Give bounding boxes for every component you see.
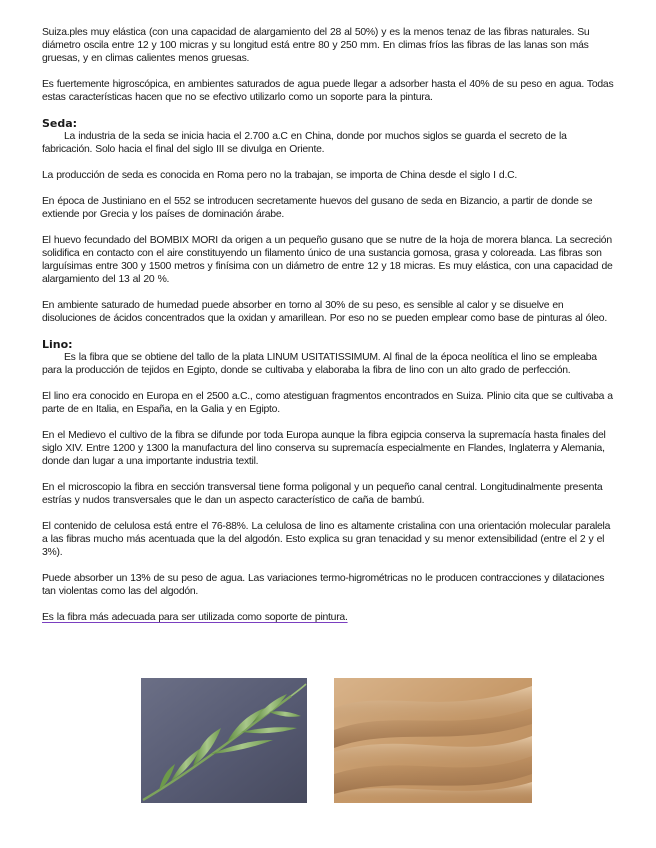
document-page [42,26,617,637]
linen-heading: Lino: [42,338,73,351]
linen-paragraph-1: Es la fibra que se obtiene del tallo de la plata LINUM USITATISSIMUM. Al final de la época neolítica el lino se empleaba para la producción de tejidos en Egipto, donde se cultivaba y elaboraba la fibra de lino con un alto grado de perfección. [42,352,597,376]
linen-conclusion [42,611,617,624]
linen-closing-link[interactable]: Es la fibra más adecuada para ser utilizada como soporte de pintura. [42,612,348,623]
silk-paragraph-1: La industria de la seda se inicia hacia el 2.700 a.C en China, donde por muchos siglos se guarda el secreto de la fabricación. Solo hacia el final del siglo III se divulga en Oriente. [42,131,567,155]
linen-paragraph-6: Puede absorber un 13% de su peso de agua. Las variaciones termo-higrométricas no le producen contracciones y dilataciones tan violentas como las del algodón. [42,573,605,597]
silk-paragraph-5: En ambiente saturado de humedad puede absorber en torno al 30% de su peso, es sensible al calor y se disuelve en disoluciones de ácidos concentrados que la oxidan y amarillean. Por eso no se pueden emplear como base de pinturas al óleo. [42,300,607,324]
wool-paragraph-1: Suiza.ples muy elástica (con una capacidad de alargamiento del 28 al 50%) y es la menos tenaz de las fibras naturales. Su diámetro oscila entre 12 y 100 micras y su longitud está entre 80 y 250 mm. En climas fríos las fibras de las lanas son más gruesas, y en climas calientes menos gruesas. [42,27,590,64]
flax-plant-photo [141,678,307,803]
linen-paragraph-4: En el microscopio la fibra en sección transversal tiene forma poligonal y un pequeño canal central. Longitudinalmente presenta estrías y nudos transversales que le dan un aspecto característico de caña de bambú. [42,482,603,506]
silk-fabric-image [334,678,532,803]
linen-paragraph-2: El lino era conocido en Europa en el 2500 a.C., como atestiguan fragmentos encontrados en Suiza. Plinio cita que se cultivaba a parte de en Italia, en España, en la Galia y en Egipto. [42,391,613,415]
wool-paragraph-2: Es fuertemente higroscópica, en ambientes saturados de agua puede llegar a adsorber hasta el 40% de su peso en agua. Todas estas características hacen que no se efectivo utilizarlo como un soporte para la pintura. [42,79,614,103]
silk-paragraph-3: En época de Justiniano en el 552 se introducen secretamente huevos del gusano de seda en Bizancio, a partir de donde se extiende por Grecia y los países de dominación árabe. [42,196,593,220]
linen-paragraph-3: En el Medievo el cultivo de la fibra se difunde por toda Europa aunque la fibra egipcia conserva la supremacía hasta finales del siglo XIV. Entre 1200 y 1300 la manufactura del lino conserva su supremacía especialmente en Flandes, Inglaterra y Alemania, donde dan lugar a una importante industria textil. [42,430,606,467]
silk-heading: Seda: [42,117,78,130]
silk-fabric-photo [334,678,532,803]
linen-paragraph-5: El contenido de celulosa está entre el 76-88%. La celulosa de lino es altamente cristalina con una orientación molecular paralela a las fibras mucho más acentuada que la del algodón. Esto explica su gran tenacidad y su menor extensibilidad (entre el 2 y el 3%). [42,521,611,558]
silk-paragraph-4: El huevo fecundado del BOMBIX MORI da origen a un pequeño gusano que se nutre de la hoja de morera blanca. La secreción solidifica en contacto con el aire constituyendo un filamento único de una sustancia gomosa, grasa y coloreada. Las fibras son larguísimas entre 300 y 1500 metros y finísima con un diámetro de entre 12 y 18 micras. Es muy elástica, con una capacidad de alargamiento del 13 al 20 %. [42,235,613,285]
silk-paragraph-2: La producción de seda es conocida en Roma pero no la trabajan, se importa de China desde el siglo I d.C. [42,170,517,181]
flax-plant-image [141,678,307,803]
